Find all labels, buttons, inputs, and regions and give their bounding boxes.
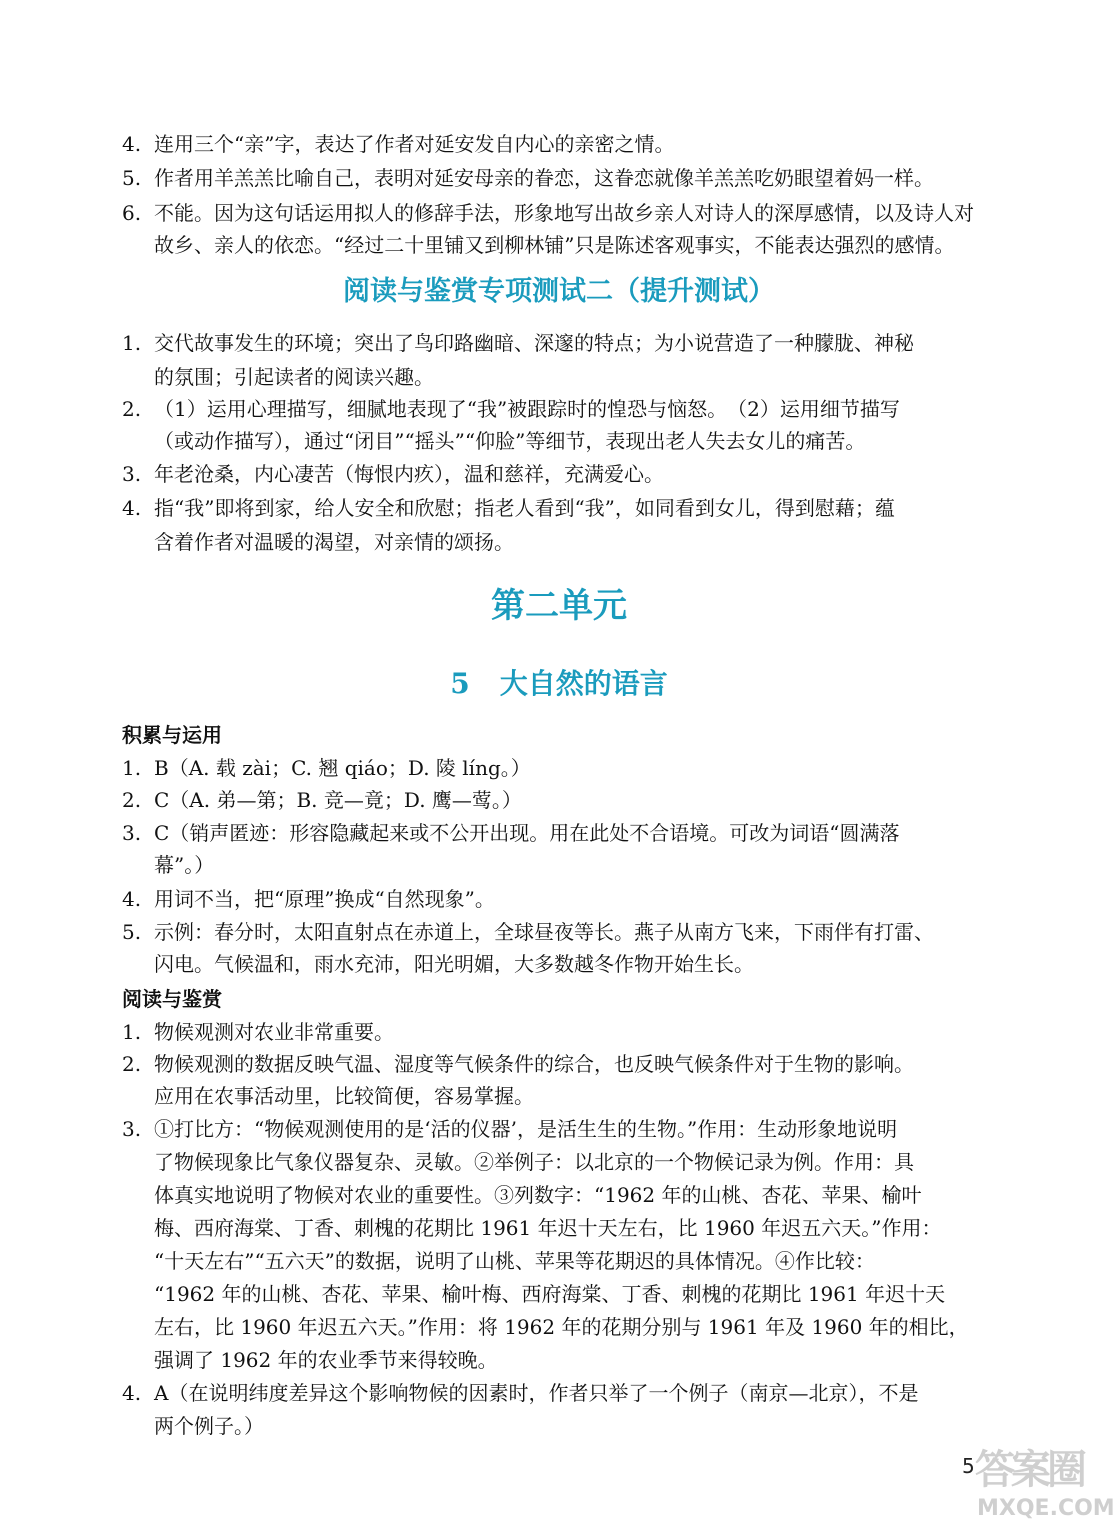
answer-line-cont: 梅、西府海棠、丁香、刺槐的花期比 1961 年迟十天左右，比 1960 年迟五六天。”作用： xyxy=(154,1216,942,1240)
answer-line: 3. 年老沧桑，内心凄苦（悔恨内疚），温和慈祥，充满爱心。 xyxy=(122,462,664,486)
answer-line: 4. 连用三个“亲”字，表达了作者对延安发自内心的亲密之情。 xyxy=(122,132,675,156)
answer-line-cont: “十天左右”“五六天”的数据，说明了山桃、苹果等花期迟的具体情况。④作比较： xyxy=(154,1249,875,1273)
watermark-url: MXQE.COM xyxy=(977,1496,1115,1521)
answer-line-cont: 两个例子。） xyxy=(154,1414,264,1438)
answer-line: 4. 用词不当，把“原理”换成“自然现象”。 xyxy=(122,887,495,911)
answer-line-cont: 体真实地说明了物候对农业的重要性。③列数字：“1962 年的山桃、杏花、苹果、榆叶 xyxy=(154,1183,922,1207)
answer-line-cont: 左右，比 1960 年迟五六天。”作用：将 1962 年的花期分别与 1961 年及 1960 年的相比， xyxy=(154,1315,969,1339)
answer-line-cont: 的氛围；引起读者的阅读兴趣。 xyxy=(154,365,434,389)
answer-line: 6. 不能。因为这句话运用拟人的修辞手法，形象地写出故乡亲人对诗人的深厚感情，以及诗人对 xyxy=(122,201,974,225)
lesson-name: 大自然的语言 xyxy=(499,667,668,700)
watermark-logo xyxy=(975,1438,1115,1528)
answer-line: 1. B（A. 载 zài；C. 翘 qiáo；D. 陵 líng。） xyxy=(122,756,531,780)
unit-title: 第二单元 xyxy=(491,586,627,626)
lesson-number: 5 xyxy=(450,667,470,700)
answer-line-cont: 强调了 1962 年的农业季节来得较晚。 xyxy=(154,1348,498,1372)
answer-line-cont: 了物候现象比气象仪器复杂、灵敏。②举例子：以北京的一个物候记录为例。作用：具 xyxy=(154,1150,914,1174)
subsection-title: 积累与运用 xyxy=(122,723,222,747)
answer-line-cont: 闪电。气候温和，雨水充沛，阳光明媚，大多数越冬作物开始生长。 xyxy=(154,952,754,976)
answer-line: 4. 指“我”即将到家，给人安全和欣慰；指老人看到“我”，如同看到女儿，得到慰藉；蕴 xyxy=(122,496,895,520)
answer-line-cont: 故乡、亲人的依恋。“经过二十里铺又到柳林铺”只是陈述客观事实，不能表达强烈的感情。 xyxy=(154,233,955,257)
answer-line: 5. 作者用羊羔羔比喻自己，表明对延安母亲的眷恋，这眷恋就像羊羔羔吃奶眼望着妈一样。 xyxy=(122,166,934,190)
answer-line: 1. 物候观测对农业非常重要。 xyxy=(122,1020,394,1044)
watermark-text: 答案圈 xyxy=(975,1447,1083,1493)
answer-line-cont: （或动作描写），通过“闭目”“摇头”“仰脸”等细节，表现出老人失去女儿的痛苦。 xyxy=(154,429,866,453)
page-number: 5 xyxy=(962,1454,975,1478)
answer-line-cont: 含着作者对温暖的渴望，对亲情的颂扬。 xyxy=(154,530,514,554)
answer-line-cont: 幕”。） xyxy=(154,853,215,877)
answer-line: 5. 示例：春分时，太阳直射点在赤道上，全球昼夜等长。燕子从南方飞来，下雨伴有打雷、 xyxy=(122,920,934,944)
answer-line: 3. ①打比方：“物候观测使用的是‘活的仪器’，是活生生的生物。”作用：生动形象地说明 xyxy=(122,1117,898,1141)
lesson-title xyxy=(0,666,1118,702)
answer-line: 4. A（在说明纬度差异这个影响物候的因素时，作者只举了一个例子（南京—北京），不是 xyxy=(122,1381,919,1405)
subsection-title: 阅读与鉴赏 xyxy=(122,987,222,1011)
answer-line: 2. （1）运用心理描写，细腻地表现了“我”被跟踪时的惶恐与恼怒。 （2）运用细节描写 xyxy=(122,397,900,421)
answer-line: 3. C（销声匿迹：形容隐藏起来或不公开出现。用在此处不合语境。可改为词语“圆满落 xyxy=(122,821,900,845)
answer-line-cont: 应用在农事活动里，比较简便，容易掌握。 xyxy=(154,1084,534,1108)
answer-line-cont: “1962 年的山桃、杏花、苹果、榆叶梅、西府海棠、丁香、刺槐的花期比 1961 年迟十天 xyxy=(154,1282,946,1306)
answer-line: 1. 交代故事发生的环境；突出了鸟印路幽暗、深邃的特点；为小说营造了一种朦胧、神秘 xyxy=(122,331,914,355)
answer-line: 2. 物候观测的数据反映气温、湿度等气候条件的综合，也反映气候条件对于生物的影响。 xyxy=(122,1052,914,1076)
answer-line: 2. C（A. 弟—第；B. 竞—竟；D. 鹰—莺。） xyxy=(122,788,522,812)
section-title: 阅读与鉴赏专项测试二（提升测试） xyxy=(343,276,775,307)
